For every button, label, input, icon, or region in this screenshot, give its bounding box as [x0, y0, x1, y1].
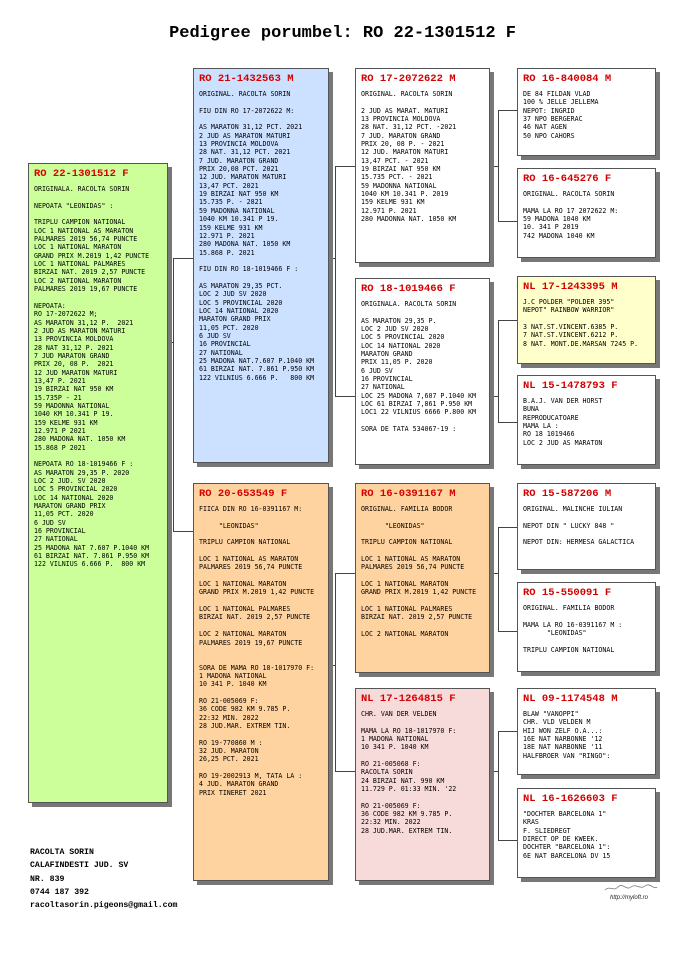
ring-number: NL 17-1243395 M [523, 281, 618, 293]
connector-line [498, 731, 499, 840]
card-text: ORIGINALA. RACOLTA SORIN NEPOATA "LEONIDAS" : TRIPLU CAMPION NATIONAL LOC 1 NATIONAL AS MARATON PALMARES 2019 56,74 PUNCTE LOC 1 NATIONAL MARATON GRAND PRIX M.2019 1,42 PUNCTE LOC 1 NATIONAL PALMARES BIRZAI NAT. 2019 2,57 PUNCTE LOC 2 NATIONAL MARATON PALMARES 2019 19,67 PUNCTE NEPOATA: RO 17-2072622 M; AS MARATON 31,12 P. 2021 2 JUD AS MARATON MATURI 13 PROVINCIA MOLDOVA 28 NAT 31,12 P. 2021 7 JUD MARATON GRAND PRIX 20, 08 P. 2021 12 JUD MARATON MATURI 13,47 P. 2021 19 BIRZAI NAT 950 KM 15.735P - 21 59 MADONNA NATIONAL 1040 KM 10.341 P 19. 159 KELME 931 KM 12.971 P 2021 280 MADONA NAT. 1050 KM 15.868 P 2021 NEPOATA RO 18-1019466 F : AS MARATON 29,35 P. 2020 LOC 2 JUD. SV 2020 LOC 5 PROVINCIAL 2020 LOC 14 NATIONAL 2020 MARATON GRAND PRIX 11,05 PCT. 2020 6 JUD SV 16 PROVINCIAL 27 NATIONAL 25 MADONA NAT 7.607 P.1040 KM 61 BIRZAI NAT. 7.861 P.950 KM 122 VILNIUS 6.666 P. 800 KM [34, 185, 150, 569]
connector-line [498, 527, 517, 528]
ring-number: RO 15-587206 M [523, 488, 612, 500]
connector-line [335, 166, 336, 396]
watermark-url: http://myloft.ro [610, 895, 649, 901]
card-dam-dam [355, 688, 490, 881]
card-dss [517, 483, 656, 570]
connector-line [490, 166, 498, 167]
card-dam-sire [355, 483, 490, 673]
connector-line [335, 396, 355, 397]
connector-line [173, 258, 193, 259]
connector-line [498, 110, 499, 221]
card-text: "DOCHTER BARCELONA 1" KRAS F. SLIEDREGT DIRECT OP DE KWEEK. DOCHTER "BARCELONA 1": 6E NAT BARCELONA DV 15 [523, 810, 611, 860]
connector-line [490, 771, 498, 772]
card-text: J.C POLDER "POLDER 395" NEPOT" RAINBOW WARRIOR" 3 NAT.ST.VINCENT.6385 P. 7 NAT.ST.VINCENT.6212 P. 8 NAT. MONT.DE.MARSAN 7245 P. [523, 298, 639, 348]
card-text: ORIGINAL. RACOLTA SORIN FIU DIN RO 17-2072622 M: AS MARATON 31,12 PCT. 2021 2 JUD AS MARATON MATURI 13 PROVINCIA MOLDOVA 28 NAT. 31,12 PCT. 2021 7 JUD. MARATON GRAND PRIX 20,08 PCT. 2021 12 JUD. MARATON MATURI 13,47 PCT. 2021 19 BIRZAI NAT 950 KM 15.735 P. - 2821 59 MADONNA NATIONAL 1040 KM 10.341 P 19. 159 KELME 931 KM 12.971 P. 2021 280 MADONA NAT. 1050 KM 15.868 P. 2021 FIU DIN RO 18-1019466 F : AS MARATON 29,35 PCT. LOC 2 JUD SV 2020 LOC 5 PROVINCIAL 2020 LOC 14 NATIONAL 2020 MARATON GRAND PRIX 11,05 PCT. 2020 6 JUD SV 16 PROVINCIAL 27 NATIONAL 25 MADONA NAT.7.607 P.1040 KM 61 BIRZAI NAT. 7.861 P.950 KM 122 VILNIUS 6.666 P. 800 KM [199, 90, 315, 382]
card-text: ORIGINAL. FAMILIA BODOR MAMA LA RO 16-0391167 M : "LEONIDAS" TRIPLU CAMPION NATIONAL [523, 604, 623, 654]
connector-line [498, 527, 499, 631]
connector-line [498, 320, 499, 422]
card-sdd [517, 375, 656, 465]
connector-line [173, 258, 174, 531]
card-sds [517, 276, 656, 364]
connector-line [498, 631, 517, 632]
card-sire [193, 68, 329, 463]
ring-number: RO 17-2072622 M [361, 73, 456, 85]
ring-number: RO 16-840084 M [523, 73, 612, 85]
card-sss [517, 68, 656, 156]
card-ddd [517, 788, 656, 878]
ring-number: RO 16-0391167 M [361, 488, 456, 500]
ring-number: RO 18-1019466 F [361, 283, 456, 295]
connector-line [498, 221, 517, 222]
card-dds [517, 688, 656, 775]
page-title: Pedigree porumbel: RO 22-1301512 F [169, 24, 516, 43]
connector-line [498, 840, 517, 841]
card-text: ORIGINAL. MALINCHE IULIAN NEPOT DIN " LUCKY 848 " NEPOT DIN: HERMESA GALACTICA [523, 505, 635, 547]
card-dsd [517, 582, 656, 672]
card-text: B.A.J. VAN DER HORST BUNA REPRODUCATOARE MAMA LA : RO 18 1019466 LOC 2 JUD AS MARATON [523, 397, 603, 447]
connector-line [173, 531, 193, 532]
ring-number: RO 21-1432563 M [199, 73, 294, 85]
card-text: BLAW "VANOPPI" CHR. VLD VELDEN M HIJ WON ZELF O.A...: 16E NAT NARBONNE '12 18E NAT NARBONNE '11 HALFBROER VAN "RINGO": [523, 710, 611, 760]
card-text: DE 84 FILDAN VLAD 100 % JELLE JELLEMA NEPOT: INGRID 37 NPO BERGERAC 46 NAT AGEN 50 NPO CAHORS [523, 90, 599, 140]
card-dam [193, 483, 329, 881]
connector-line [498, 731, 517, 732]
signature-logo [604, 884, 658, 892]
card-text: ORIGINAL. RACOLTA SORIN MAMA LA RO 17 2072622 M: 59 MADONA 1040 KM 10. 341 P 2019 742 MADONA 1040 KM [523, 190, 619, 240]
owner-contact: RACOLTA SORIN CALAFINDESTI JUD. SV NR. 839 0744 187 392 racoltasorin.pigeons@gmail.com [30, 848, 178, 911]
card-text: ORIGINAL. FAMILIA BODOR "LEONIDAS" TRIPLU CAMPION NATIONAL LOC 1 NATIONAL AS MARATON PALMARES 2019 56,74 PUNCTE LOC 1 NATIONAL MARATON GRAND PRIX M.2019 1,42 PUNCTE LOC 1 NATIONAL PALMARES BIRZAI NAT. 2019 2,57 PUNCTE LOC 2 NATIONAL MARATON [361, 505, 477, 639]
card-text: ORIGINALA. RACOLTA SORIN AS MARATON 29,35 P. LOC 2 JUD SV 2020 LOC 5 PROVINCIAL 2020 LOC 14 NATIONAL 2020 MARATON GRAND PRIX 11,05 P. 2020 6 JUD SV 16 PROVINCIAL 27 NATIONAL LOC 25 MADONA 7,607 P.1040 KM LOC 61 BIRZAI 7,861 P.950 KM LOC1 22 VILNIUS 6666 P.800 KM SORA DE TATA 534067-19 : [361, 300, 477, 434]
connector-line [498, 422, 517, 423]
card-sire-dam [355, 278, 490, 465]
card-text: ORIGINAL. RACOLTA SORIN 2 JUD AS MARAT. MATURI 13 PROVINCIA MOLDOVA 28 NAT. 31,12 PCT. -2021 7 JUD. MARATON GRAND PRIX 20, 08 P. - 2021 12 JUD. MARATON MATURI 13,47 PCT. - 2021 19 BIRZAI NAT 950 KM 15.735 PCT. - 2021 59 MADONNA NATIONAL 1040 KM 10.341 P. 2019 159 KELME 931 KM 12.971 P. 2021 280 MADONNA NAT. 1050 KM [361, 90, 457, 224]
connector-line [335, 573, 336, 771]
card-sire-sire [355, 68, 490, 263]
card-text: CHR. VAN DER VELDEN MAMA LA RO 18-1017970 F: 1 MADONA NATIONAL 10 341 P. 1040 KM RO 21-005068 F: RACOLTA SORIN 24 BIRZAI NAT. 990 KM 11.729 P. 01:33 MIN. '22 RO 21-005069 F: 36 CODE 982 KM 9.785 P. 22:32 MIN. 2022 28 JUD.MAR. EXTREM TIN. [361, 710, 457, 835]
card-ssd [517, 168, 656, 258]
card-subject [28, 163, 168, 803]
ring-number: RO 15-550091 F [523, 587, 612, 599]
connector-line [498, 110, 517, 111]
ring-number: NL 09-1174548 M [523, 693, 618, 705]
card-text: FIICA DIN RO 16-0391167 M: "LEONIDAS" TRIPLU CAMPION NATIONAL LOC 1 NATIONAL AS MARATON PALMARES 2019 56,74 PUNCTE LOC 1 NATIONAL MARATON GRAND PRIX M.2019 1,42 PUNCTE LOC 1 NATIONAL PALMARES BIRZAI NAT. 2019 2,57 PUNCTE LOC 2 NATIONAL MARATON PALMARES 2019 19,67 PUNCTE SORA DE MAMA RO 18-1017970 F: 1 MADONA NATIONAL 10 341 P. 1040 KM RO 21-005069 F: 36 CODE 982 KM 9.785 P. 22:32 MIN. 2022 28 JUD.MAR. EXTREM TIN. RO 19-770860 M : 32 JUD. MARATON 26,25 PCT. 2021 RO 19-2002913 M, TATA LA : 4 JUD. MARATON GRAND PRIX TINERET 2021 [199, 505, 315, 797]
ring-number: NL 16-1626603 F [523, 793, 618, 805]
connector-line [498, 320, 517, 321]
connector-line [490, 573, 498, 574]
connector-line [490, 396, 498, 397]
connector-line [335, 573, 355, 574]
ring-number: RO 20-653549 F [199, 488, 288, 500]
connector-line [335, 166, 355, 167]
ring-number: NL 15-1478793 F [523, 380, 618, 392]
ring-number: RO 22-1301512 F [34, 168, 129, 180]
ring-number: NL 17-1264815 F [361, 693, 456, 705]
ring-number: RO 16-645276 F [523, 173, 612, 185]
connector-line [335, 771, 355, 772]
